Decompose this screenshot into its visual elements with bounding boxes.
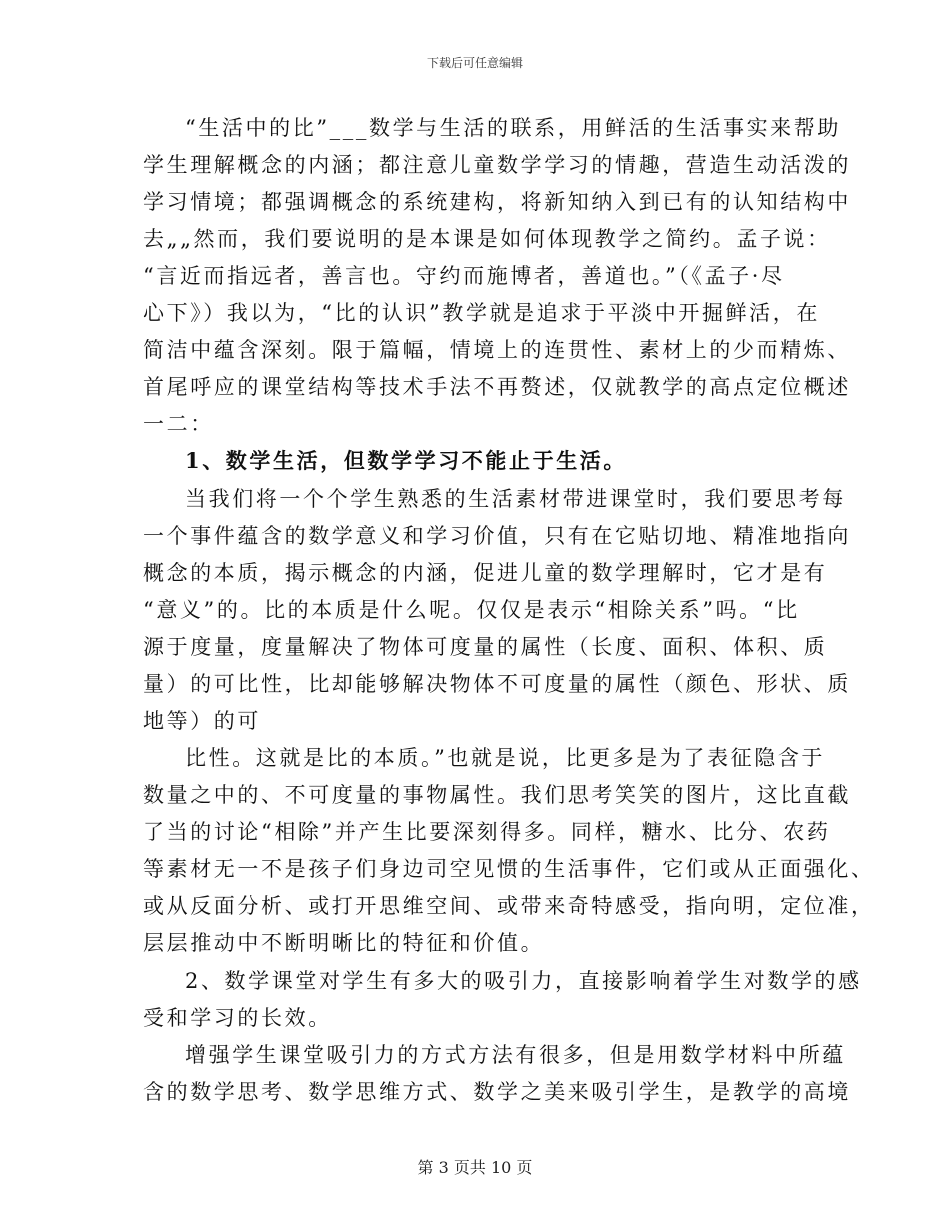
paragraph-line: 受和学习的长效。 <box>143 1006 332 1030</box>
paragraph-line: 层层推动中不断明晰比的特征和价值。 <box>143 931 545 955</box>
paragraph-line: 含的数学思考、数学思维方式、数学之美来吸引学生，是教学的高境 <box>143 1080 851 1104</box>
paragraph-line: “意义”的。比的本质是什么呢。仅仅是表示“相除关系”吗。“比 <box>143 598 800 622</box>
paragraph-line: 数量之中的、不可度量的事物属性。我们思考笑笑的图片，这比直截 <box>143 783 851 807</box>
section-heading: 2、数学课堂对学生有多大的吸引力，直接影响着学生对数学的感 <box>185 969 862 993</box>
page-header: 下载后可任意编辑 <box>426 56 523 70</box>
paragraph-line: 一二： <box>143 412 214 436</box>
paragraph-line: 或从反面分析、或打开思维空间、或带来奇特感受，指向明，定位准， <box>143 894 875 918</box>
paragraph-line: “生活中的比”___数学与生活的联系，用鲜活的生活事实来帮助 <box>185 116 841 140</box>
paragraph-line: 地等）的可 <box>143 709 261 733</box>
paragraph-line: 等素材无一不是孩子们身边司空见惯的生活事件，它们或从正面强化、 <box>143 857 875 881</box>
paragraph-line: 当我们将一个个学生熟悉的生活素材带进课堂时，我们要思考每 <box>185 487 846 511</box>
paragraph-line: 增强学生课堂吸引力的方式方法有很多，但是用数学材料中所蕴 <box>185 1043 846 1067</box>
paragraph-line: 一个事件蕴含的数学意义和学习价值，只有在它贴切地、精准地指向 <box>143 524 851 548</box>
paragraph-line: 简洁中蕴含深刻。限于篇幅，情境上的连贯性、素材上的少而精炼、 <box>143 338 851 362</box>
paragraph-line: 比性。这就是比的本质。”也就是说，比更多是为了表征隐含于 <box>185 746 826 770</box>
paragraph-line: 了当的讨论“相除”并产生比要深刻得多。同样，糖水、比分、农药 <box>143 820 831 844</box>
section-heading: 1、数学生活，但数学学习不能止于生活。 <box>185 448 628 473</box>
paragraph-line: 心下》）我以为，“比的认识”教学就是追求于平淡中开掘鲜活，在 <box>143 301 820 325</box>
page-footer: 第 3 页共 10 页 <box>417 1158 533 1177</box>
paragraph-line: “言近而指远者，善言也。守约而施博者，善道也。”（《孟子·尽 <box>143 264 785 288</box>
paragraph-line: 量）的可比性，比却能够解决物体不可度量的属性（颜色、形状、质 <box>143 672 851 696</box>
paragraph-line: 去„„然而，我们要说明的是本课是如何体现教学之简约。孟子说： <box>143 227 831 251</box>
paragraph-line: 源于度量，度量解决了物体可度量的属性（长度、面积、体积、质 <box>143 635 828 659</box>
paragraph-line: 学生理解概念的内涵；都注意儿童数学学习的情趣，营造生动活泼的 <box>143 153 851 177</box>
paragraph-line: 首尾呼应的课堂结构等技术手法不再赘述，仅就教学的高点定位概述 <box>143 375 851 399</box>
paragraph-line: 概念的本质，揭示概念的内涵，促进儿童的数学理解时，它才是有 <box>143 561 828 585</box>
paragraph-line: 学习情境；都强调概念的系统建构，将新知纳入到已有的认知结构中 <box>143 190 851 214</box>
